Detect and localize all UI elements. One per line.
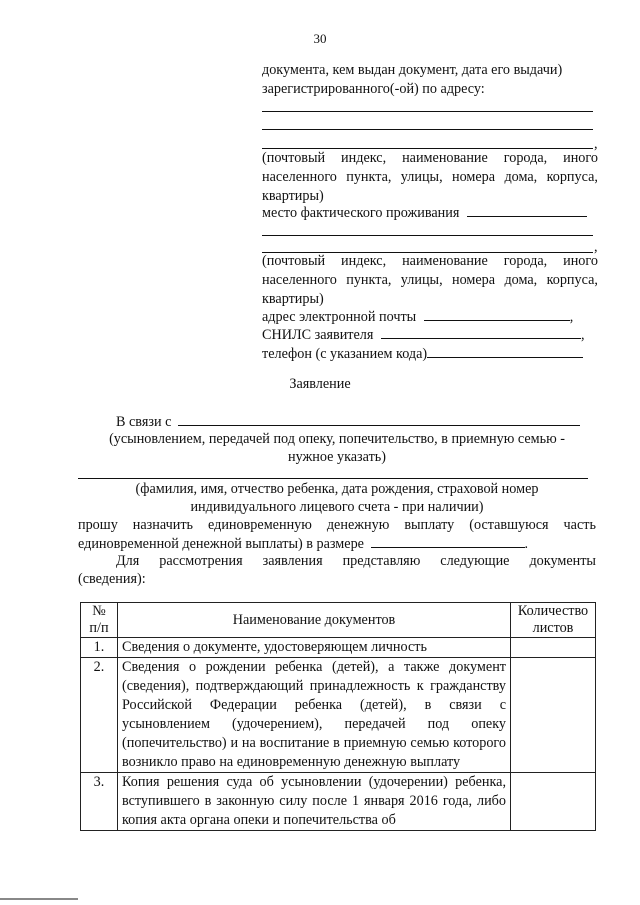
word: населенного bbox=[262, 169, 337, 185]
row-num: 2. bbox=[81, 658, 118, 773]
word: часть bbox=[563, 517, 596, 533]
email-field[interactable] bbox=[424, 308, 570, 321]
word: номера bbox=[451, 272, 496, 288]
word: представляю bbox=[342, 553, 421, 569]
word: наименование bbox=[402, 150, 488, 166]
row-num: 3. bbox=[81, 773, 118, 831]
residence-line-1[interactable] bbox=[262, 235, 593, 236]
row-count[interactable] bbox=[511, 658, 596, 773]
request-line-2 bbox=[78, 535, 528, 553]
address-hint-line-1 bbox=[262, 150, 598, 167]
page-number: 30 bbox=[313, 31, 327, 46]
amount-field[interactable] bbox=[371, 535, 525, 548]
word: корпуса, bbox=[546, 272, 598, 288]
address-hint-line-3: квартиры) bbox=[262, 188, 324, 204]
period: . bbox=[524, 536, 529, 552]
phone-row bbox=[262, 345, 598, 363]
row-name: Сведения о документе, удостоверяющем личность bbox=[118, 638, 511, 658]
comma: , bbox=[594, 239, 598, 255]
row-num: 1. bbox=[81, 638, 118, 658]
documents-table bbox=[80, 602, 596, 831]
child-hint-1: (фамилия, имя, отчество ребенка, дата рождения, страховой номер bbox=[135, 481, 539, 497]
word: индекс, bbox=[341, 253, 387, 269]
row-count[interactable] bbox=[511, 638, 596, 658]
table-row bbox=[81, 773, 596, 831]
header-count-line-1: Количество bbox=[517, 603, 589, 619]
word: улицы, bbox=[400, 169, 443, 185]
word: выплату bbox=[404, 517, 455, 533]
residence-field[interactable] bbox=[467, 204, 587, 217]
word: рассмотрения bbox=[159, 553, 243, 569]
residence-hint-line-1 bbox=[262, 253, 598, 270]
child-hint-2: индивидуального лицевого счета - при наличии) bbox=[190, 499, 484, 515]
word: иного bbox=[563, 253, 598, 269]
word: документы bbox=[529, 553, 596, 569]
address-hint-line-2 bbox=[262, 169, 598, 186]
row-name: Сведения о рождении ребенка (детей), а также документ (сведения), подтверждающий принадлежность к гражданству Российской Федерации ребенка (детей), в связи с усыновлением (удочерением), передачей под опеку (попечительство) и на воспитание в приемную семью которого возникло право на единовременную денежную выплату bbox=[118, 658, 511, 773]
email-row bbox=[262, 308, 598, 326]
table-header-row bbox=[81, 603, 596, 638]
header-count bbox=[511, 603, 596, 638]
residence-row bbox=[262, 204, 598, 222]
word: дома, bbox=[504, 272, 538, 288]
residence-hint-line-3: квартиры) bbox=[262, 291, 324, 307]
word: пункта, bbox=[346, 169, 392, 185]
word: заявления bbox=[262, 553, 323, 569]
word: улицы, bbox=[400, 272, 443, 288]
documents-line-2: (сведения): bbox=[78, 571, 146, 587]
word: города, bbox=[503, 253, 548, 269]
word: назначить bbox=[132, 517, 194, 533]
word: корпуса, bbox=[546, 169, 598, 185]
word: наименование bbox=[402, 253, 488, 269]
table-row bbox=[81, 638, 596, 658]
word: (почтовый bbox=[262, 253, 326, 269]
phone-field[interactable] bbox=[427, 345, 583, 358]
header-num-line-1: № bbox=[92, 603, 106, 619]
email-label: адрес электронной почты bbox=[262, 309, 417, 325]
word: номера bbox=[451, 169, 496, 185]
residence-hint-line-2 bbox=[262, 272, 598, 289]
table-row bbox=[81, 658, 596, 773]
phone-label: телефон (с указанием кода) bbox=[262, 346, 428, 362]
word: Для bbox=[116, 553, 140, 569]
header-name-label: Наименование документов bbox=[232, 611, 396, 628]
header-count-line-2: листов bbox=[532, 620, 574, 636]
footer-divider bbox=[0, 898, 78, 900]
header-num bbox=[81, 603, 118, 638]
request-line-1 bbox=[78, 517, 596, 534]
word: следующие bbox=[440, 553, 510, 569]
reason-hint-1: (усыновлением, передачей под опеку, попечительство, в приемную семью - bbox=[109, 431, 565, 447]
word: единовременную bbox=[208, 517, 312, 533]
documents-line-1 bbox=[116, 553, 596, 570]
comma: , bbox=[580, 327, 585, 343]
word: денежную bbox=[326, 517, 390, 533]
statement-title: Заявление bbox=[289, 376, 351, 392]
reason-field[interactable] bbox=[178, 413, 580, 426]
header-num-line-2: п/п bbox=[89, 620, 109, 636]
word: города, bbox=[503, 150, 548, 166]
comma: , bbox=[569, 309, 574, 325]
reason-hint-2: нужное указать) bbox=[287, 449, 386, 465]
request-amount-label: единовременной денежной выплаты) в размере bbox=[78, 536, 364, 552]
word: (оставшуюся bbox=[469, 517, 549, 533]
word: иного bbox=[563, 150, 598, 166]
word: дома, bbox=[504, 169, 538, 185]
word: (почтовый bbox=[262, 150, 326, 166]
in-connection-label: В связи с bbox=[116, 414, 172, 430]
residence-label: место фактического проживания bbox=[262, 205, 460, 221]
snils-label: СНИЛС заявителя bbox=[262, 327, 374, 343]
snils-field[interactable] bbox=[381, 326, 581, 339]
snils-row bbox=[262, 326, 598, 344]
row-count[interactable] bbox=[511, 773, 596, 831]
word: прошу bbox=[78, 517, 118, 533]
child-info-line[interactable] bbox=[78, 478, 588, 479]
word: индекс, bbox=[341, 150, 387, 166]
reg-address-label: зарегистрированного(-ой) по адресу: bbox=[262, 81, 485, 97]
reg-address-line-1[interactable] bbox=[262, 111, 593, 112]
applicant-doc-line: документа, кем выдан документ, дата его выдачи) bbox=[262, 62, 563, 78]
word: населенного bbox=[262, 272, 337, 288]
reg-address-line-2[interactable] bbox=[262, 129, 593, 130]
reg-address-line-3[interactable] bbox=[262, 148, 593, 149]
row-name: Копия решения суда об усыновлении (удочерении) ребенка, вступившего в законную силу после 1 января 2016 года, либо копия акта органа опеки и попечительства об bbox=[118, 773, 511, 831]
header-name bbox=[118, 603, 511, 638]
comma: , bbox=[594, 136, 598, 152]
reason-row bbox=[116, 413, 580, 431]
word: пункта, bbox=[346, 272, 392, 288]
